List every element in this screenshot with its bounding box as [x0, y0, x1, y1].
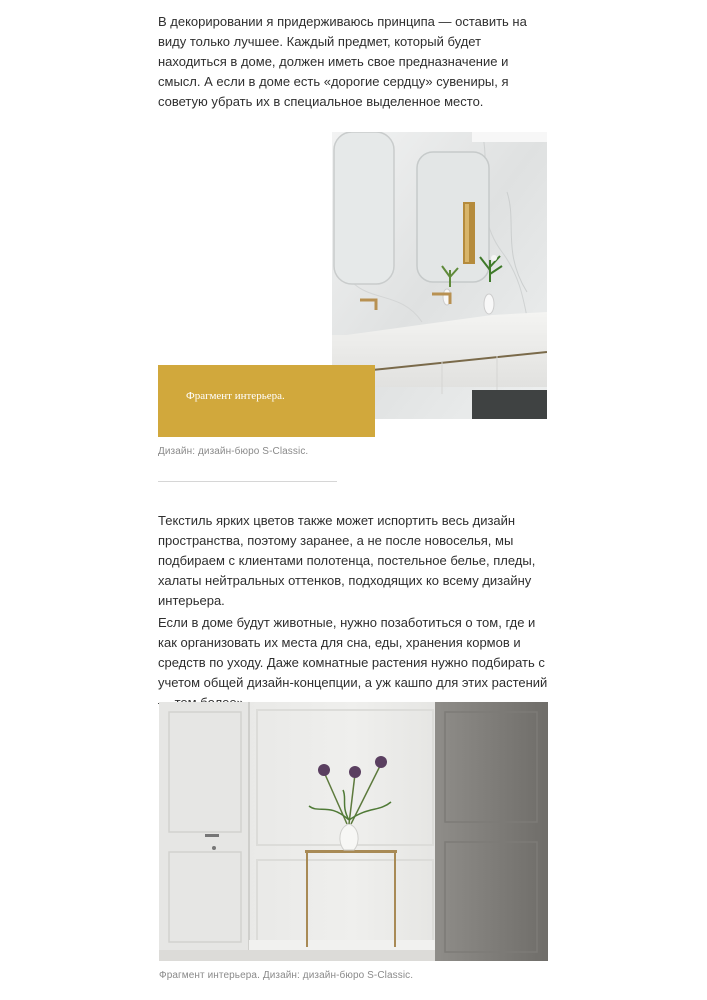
paragraph-textile: Текстиль ярких цветов также может испортить весь дизайн пространства, поэтому заранее, а не после новоселья, мы подбираем с клиентами полотенца, постельное белье, пледы, халаты нейтральных оттенков, подходящих ко всему дизайну интерьера.	[158, 513, 536, 608]
figure-label: Фрагмент интерьера.	[186, 390, 285, 402]
divider	[158, 481, 337, 482]
figure-caption: Дизайн: дизайн-бюро S-Classic.	[158, 446, 309, 457]
hallway-photo	[159, 702, 548, 961]
paragraph-pets: Если в доме будут животные, нужно позаботиться о том, где и как организовать их места для сна, еды, хранения кормов и средств по уходу. Даже комнатные растения нужно подбирать с учетом общей дизайн-концепции, а уж кашпо для этих растений	[158, 615, 548, 690]
figure-label-box	[158, 365, 375, 437]
paragraph-intro: В декорировании я придерживаюсь принципа — оставить на виду только лучшее. Каждый предмет, который будет находиться в доме, должен иметь свое предназначение и смысл. А если в доме есть «дорогие сердцу» сувениры, я советую убрать их в специальное выделенное место.	[158, 14, 527, 109]
figure-caption-2: Фрагмент интерьера. Дизайн: дизайн-бюро S-Classic.	[159, 970, 414, 981]
